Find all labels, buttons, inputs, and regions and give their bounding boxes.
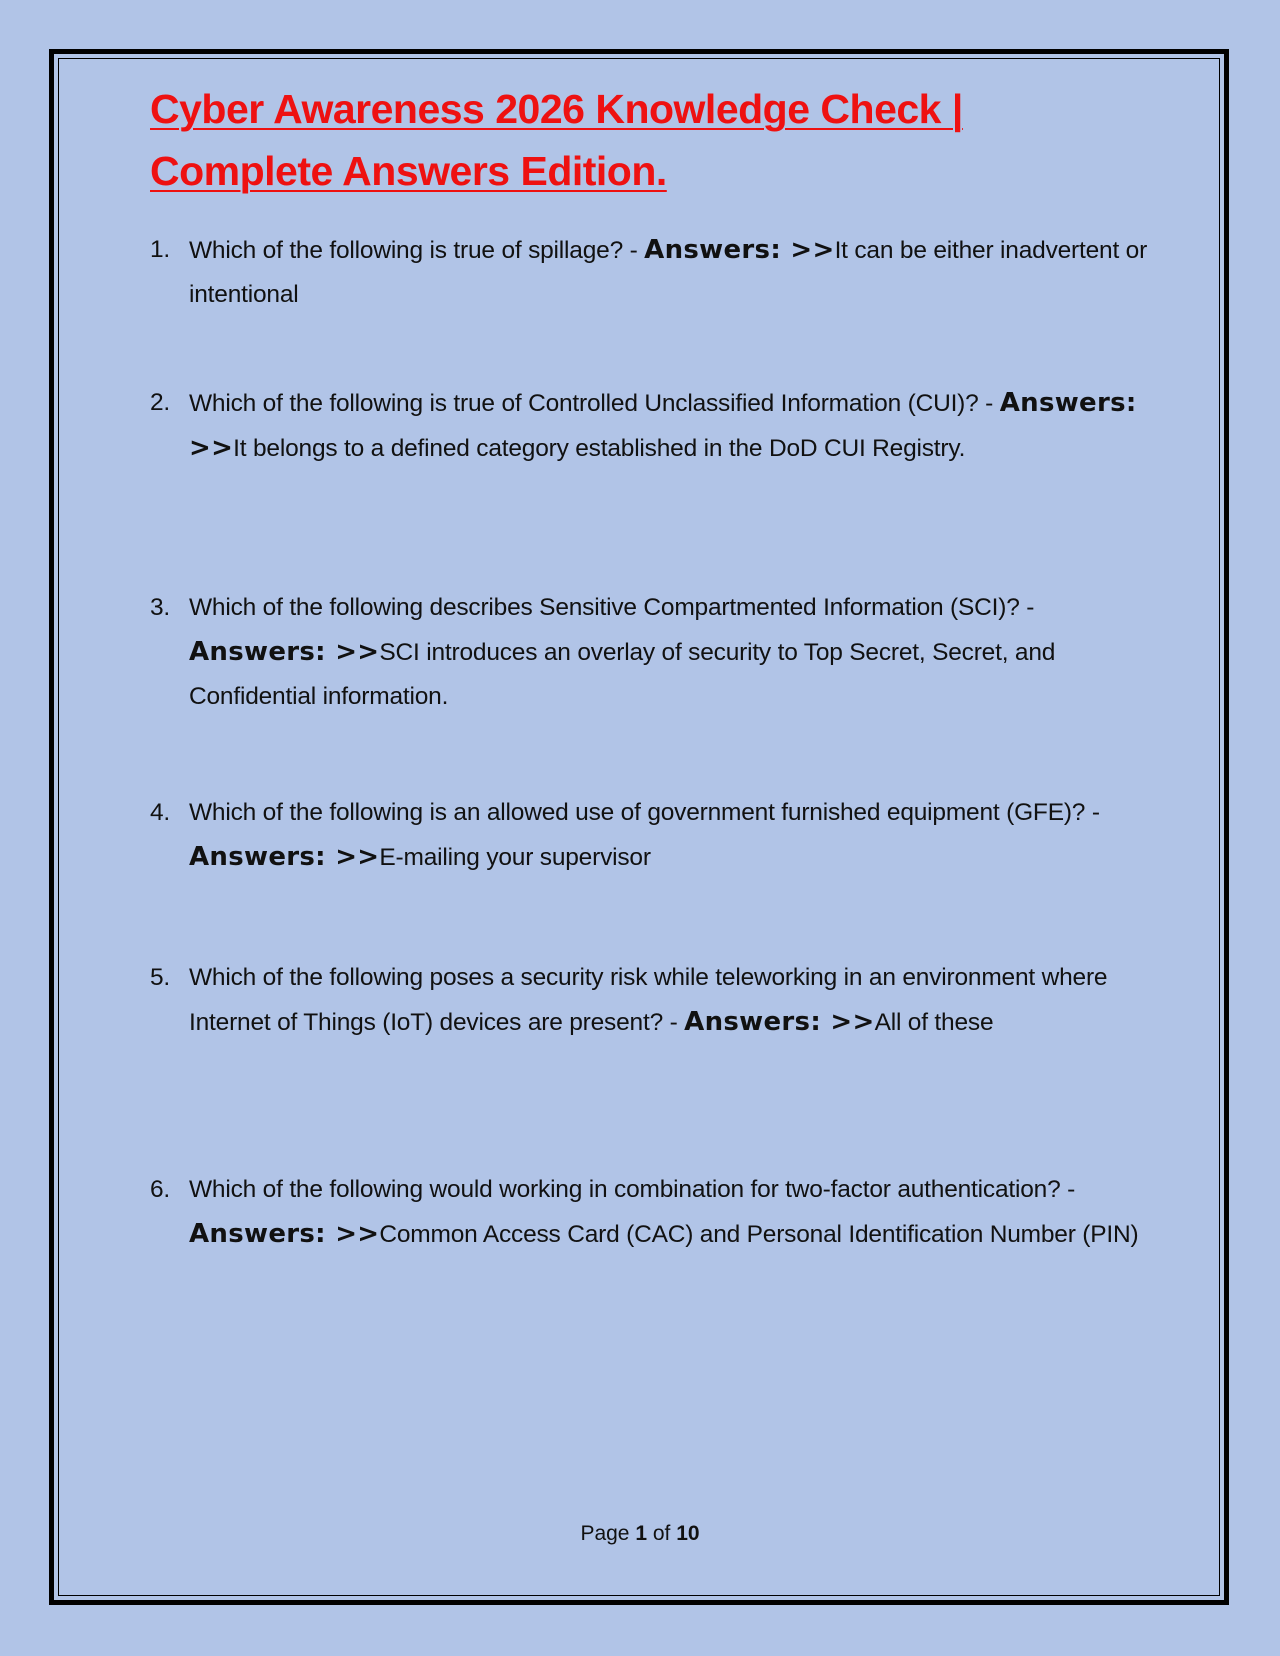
answers-label: Answers: >> xyxy=(189,637,380,667)
title-line-1: Cyber Awareness 2026 Knowledge Check | xyxy=(150,86,963,132)
answers-label: Answers: >> xyxy=(189,842,380,872)
question-number: 5. xyxy=(150,964,171,991)
question-item-2 xyxy=(150,381,1150,471)
question-body xyxy=(189,791,1150,880)
answer-text: All of these xyxy=(874,1009,994,1036)
answers-label: Answers: >> xyxy=(189,1219,380,1249)
question-text: Which of the following poses a security risk while teleworking in an environment where Internet of Things (IoT) devices are present? - xyxy=(189,964,1108,1036)
question-number: 2. xyxy=(150,389,171,416)
answers-label: Answers: >> xyxy=(644,235,835,265)
question-item-6 xyxy=(150,1168,1150,1257)
question-item-4 xyxy=(150,791,1150,880)
title-line-2: Complete Answers Edition. xyxy=(150,148,667,194)
question-number: 4. xyxy=(150,799,171,826)
question-text: Which of the following describes Sensitive Compartmented Information (SCI)? - xyxy=(189,594,1035,621)
page-separator: of xyxy=(647,1522,677,1545)
answer-text: E-mailing your supervisor xyxy=(379,844,651,871)
question-number: 6. xyxy=(150,1176,171,1203)
question-body xyxy=(189,228,1150,317)
document-title xyxy=(150,78,1150,202)
current-page-number: 1 xyxy=(635,1522,648,1545)
question-text: Which of the following is true of spillage? - xyxy=(189,237,645,264)
question-item-5 xyxy=(150,956,1150,1045)
page-footer xyxy=(0,1520,1280,1548)
answer-text: It belongs to a defined category established in the DoD CUI Registry. xyxy=(233,435,966,462)
question-body xyxy=(189,381,1150,471)
answers-label: Answers: >> xyxy=(189,388,1137,463)
question-number: 1. xyxy=(150,236,171,263)
answer-text: It can be either inadvertent or intentional xyxy=(189,237,1148,308)
total-pages-number: 10 xyxy=(676,1522,700,1545)
question-body xyxy=(189,956,1150,1045)
question-text: Which of the following is an allowed use of government furnished equipment (GFE)? - xyxy=(189,799,1100,826)
question-item-1 xyxy=(150,228,1150,317)
question-body xyxy=(189,1168,1150,1257)
answer-text: SCI introduces an overlay of security to Top Secret, Secret, and Confidential information. xyxy=(189,639,1056,710)
document-content xyxy=(150,78,1150,1249)
question-text: Which of the following is true of Controlled Unclassified Information (CUI)? - xyxy=(189,390,1000,417)
question-body xyxy=(189,586,1150,719)
answers-label: Answers: >> xyxy=(684,1007,875,1037)
page-prefix: Page xyxy=(580,1522,636,1545)
question-text: Which of the following would working in combination for two-factor authentication? - xyxy=(189,1176,1076,1203)
question-number: 3. xyxy=(150,594,171,621)
answer-text: Common Access Card (CAC) and Personal Identification Number (PIN) xyxy=(379,1221,1139,1248)
question-item-3 xyxy=(150,586,1150,719)
